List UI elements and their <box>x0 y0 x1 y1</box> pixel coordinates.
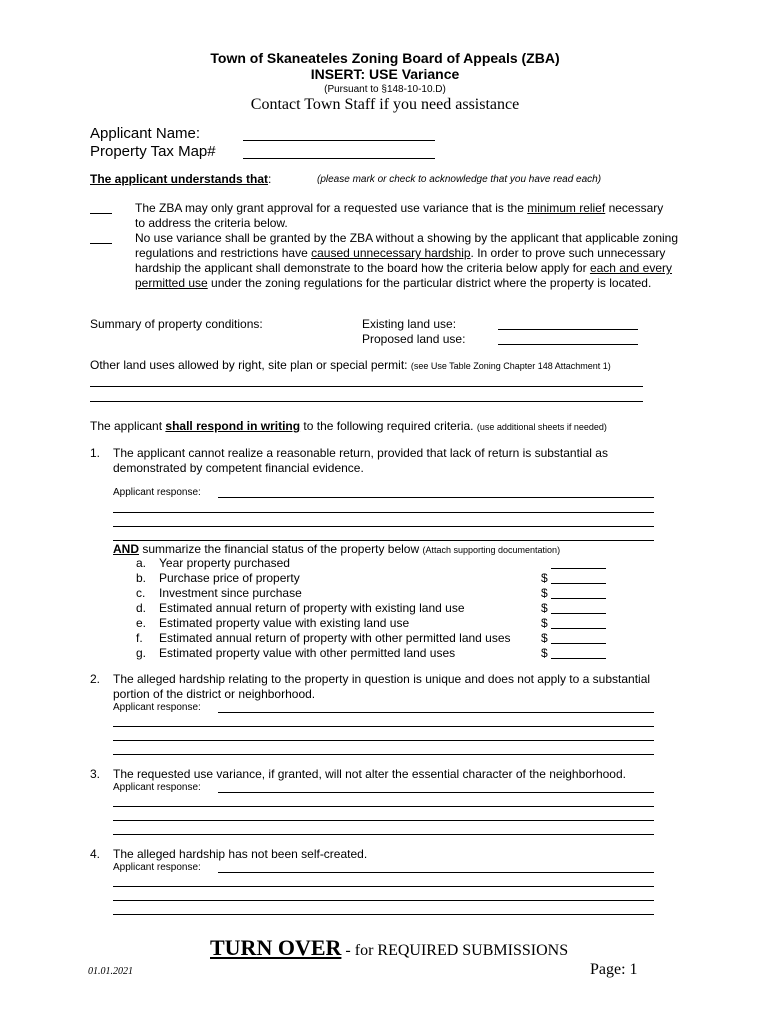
criterion-2-response-line-1[interactable] <box>218 712 654 713</box>
other-uses-note: (see Use Table Zoning Chapter 148 Attachment 1) <box>410 361 611 371</box>
financial-and: AND <box>113 542 139 556</box>
criterion-2-response-line-2[interactable] <box>113 726 654 727</box>
financial-item-field[interactable] <box>551 613 606 614</box>
existing-use-label: Existing land use: <box>362 317 457 331</box>
financial-item-label: Estimated annual return of property with existing land use <box>159 601 465 615</box>
proposed-use-field[interactable] <box>498 344 638 345</box>
other-uses-heading <box>90 358 611 373</box>
criterion-3-response-line-4[interactable] <box>113 834 654 835</box>
acknowledge-instruction: (please mark or check to acknowledge that you have read each) <box>317 174 602 185</box>
financial-item-field[interactable] <box>551 598 606 599</box>
criterion-2-number: 2. <box>90 672 101 686</box>
pursuant-note: (Pursuant to §148-10-10.D) <box>324 84 446 95</box>
criterion-1-response-label: Applicant response: <box>113 487 201 498</box>
other-uses-label: Other land uses allowed by right, site plan or special permit: <box>90 358 411 372</box>
criterion-1-number: 1. <box>90 446 101 460</box>
criterion-3-response-label: Applicant response: <box>113 782 201 793</box>
criterion-3-response-line-3[interactable] <box>113 820 654 821</box>
financial-note: (Attach supporting documentation) <box>422 545 561 555</box>
form-subtitle: INSERT: USE Variance <box>310 66 460 82</box>
acknowledge-item-1-text: The ZBA may only grant approval for a requested use variance that is the <box>135 201 528 215</box>
unnecessary-hardship-text: caused unnecessary hardship <box>311 246 471 260</box>
financial-item-currency: $ <box>541 586 548 600</box>
turn-over-note <box>210 936 568 963</box>
criterion-2-text: The alleged hardship relating to the property in question is unique and does not apply to a substantial portion of the district or neighborhood. <box>113 672 651 701</box>
applicant-name-field[interactable] <box>243 140 435 141</box>
criterion-3-text: The requested use variance, if granted, will not alter the essential character of the neighborhood. <box>113 767 626 781</box>
financial-item-field[interactable] <box>551 583 606 584</box>
existing-use-field[interactable] <box>498 329 638 330</box>
page-number: Page: 1 <box>590 961 638 978</box>
form-title: Town of Skaneateles Zoning Board of Appeals (ZBA) <box>210 50 560 66</box>
acknowledge-label: The applicant understands that <box>90 172 269 186</box>
financial-item-letter: d. <box>136 601 147 615</box>
financial-item-label: Investment since purchase <box>159 586 302 600</box>
financial-item-currency: $ <box>541 616 548 630</box>
criterion-1-response-line-1[interactable] <box>218 497 654 498</box>
criterion-4-response-line-1[interactable] <box>218 872 654 873</box>
acknowledge-item-1 <box>135 201 675 231</box>
financial-item-label: Estimated property value with other permitted land uses <box>159 646 456 660</box>
financial-item-currency: $ <box>541 601 548 615</box>
acknowledge-colon: : <box>268 172 272 186</box>
criterion-4-response-label: Applicant response: <box>113 862 201 873</box>
acknowledge-check-1[interactable] <box>90 213 112 214</box>
proposed-use-label: Proposed land use: <box>362 332 466 346</box>
financial-item-letter: b. <box>136 571 147 585</box>
financial-item-letter: e. <box>136 616 147 630</box>
turn-over-label: TURN OVER <box>210 935 342 960</box>
financial-intro <box>113 542 560 557</box>
criterion-2-response-line-4[interactable] <box>113 754 654 755</box>
applicant-name-label: Applicant Name: <box>90 125 201 142</box>
financial-item-letter: g. <box>136 646 147 660</box>
turn-over-rest: - for REQUIRED SUBMISSIONS <box>341 942 569 959</box>
financial-item-label: Purchase price of property <box>159 571 300 585</box>
respond-emph: shall respond in writing <box>165 419 301 433</box>
respond-instruction <box>90 419 607 434</box>
tax-map-field[interactable] <box>243 158 435 159</box>
criterion-4-response-line-3[interactable] <box>113 900 654 901</box>
each-permitted-use-text: each and every permitted use <box>135 261 672 290</box>
criterion-2-response-label: Applicant response: <box>113 702 201 713</box>
form-date: 01.01.2021 <box>88 966 133 977</box>
criterion-3-response-line-2[interactable] <box>113 806 654 807</box>
acknowledge-check-2[interactable] <box>90 243 112 244</box>
tax-map-label: Property Tax Map# <box>90 143 216 160</box>
respond-pre: The applicant <box>90 419 166 433</box>
financial-item-currency: $ <box>541 631 548 645</box>
summary-label: Summary of property conditions: <box>90 317 263 331</box>
criterion-3-number: 3. <box>90 767 101 781</box>
financial-item-letter: a. <box>136 556 147 570</box>
criterion-1-response-line-3[interactable] <box>113 526 654 527</box>
respond-note: (use additional sheets if needed) <box>476 422 607 432</box>
acknowledge-heading <box>90 172 271 187</box>
criterion-1-text: The applicant cannot realize a reasonable return, provided that lack of return is substantial as demonstrated by competent financial evidence. <box>113 446 608 475</box>
financial-item-letter: f. <box>136 631 143 645</box>
acknowledge-item-2 <box>135 231 680 291</box>
acknowledge-item-2-text2: . In order to prove such unnecessary hardship the applicant shall demonstrate to the board how the criteria below apply for <box>135 246 666 275</box>
financial-item-label: Estimated property value with existing land use <box>159 616 410 630</box>
criterion-4-response-line-2[interactable] <box>113 886 654 887</box>
other-uses-line-1[interactable] <box>90 386 643 387</box>
contact-note: Contact Town Staff if you need assistance <box>250 96 520 113</box>
financial-item-currency: $ <box>541 646 548 660</box>
criterion-1-response-line-4[interactable] <box>113 540 654 541</box>
financial-item-field[interactable] <box>551 568 606 569</box>
financial-item-letter: c. <box>136 586 146 600</box>
financial-item-field[interactable] <box>551 628 606 629</box>
criterion-4-text: The alleged hardship has not been self-created. <box>113 847 368 861</box>
financial-item-field[interactable] <box>551 643 606 644</box>
financial-item-currency: $ <box>541 571 548 585</box>
other-uses-line-2[interactable] <box>90 401 643 402</box>
criterion-2-response-line-3[interactable] <box>113 740 654 741</box>
acknowledge-item-2-text: No use variance shall be granted by the ZBA without a showing by the applicant that applicable zoning regulations and restrictions have <box>135 231 679 260</box>
financial-item-label: Year property purchased <box>159 556 290 570</box>
acknowledge-item-1-text2: necessary to address the criteria below. <box>135 201 664 230</box>
criterion-1-response-line-2[interactable] <box>113 512 654 513</box>
respond-post: to the following required criteria. <box>300 419 477 433</box>
minimum-relief-text: minimum relief <box>527 201 606 215</box>
financial-item-label: Estimated annual return of property with other permitted land uses <box>159 631 511 645</box>
financial-intro-text: summarize the financial status of the property below <box>139 542 423 556</box>
criterion-4-number: 4. <box>90 847 101 861</box>
criterion-4-response-line-4[interactable] <box>113 914 654 915</box>
criterion-3-response-line-1[interactable] <box>218 792 654 793</box>
financial-item-field[interactable] <box>551 658 606 659</box>
acknowledge-item-2-text3: under the zoning regulations for the particular district where the property is located. <box>207 276 652 290</box>
